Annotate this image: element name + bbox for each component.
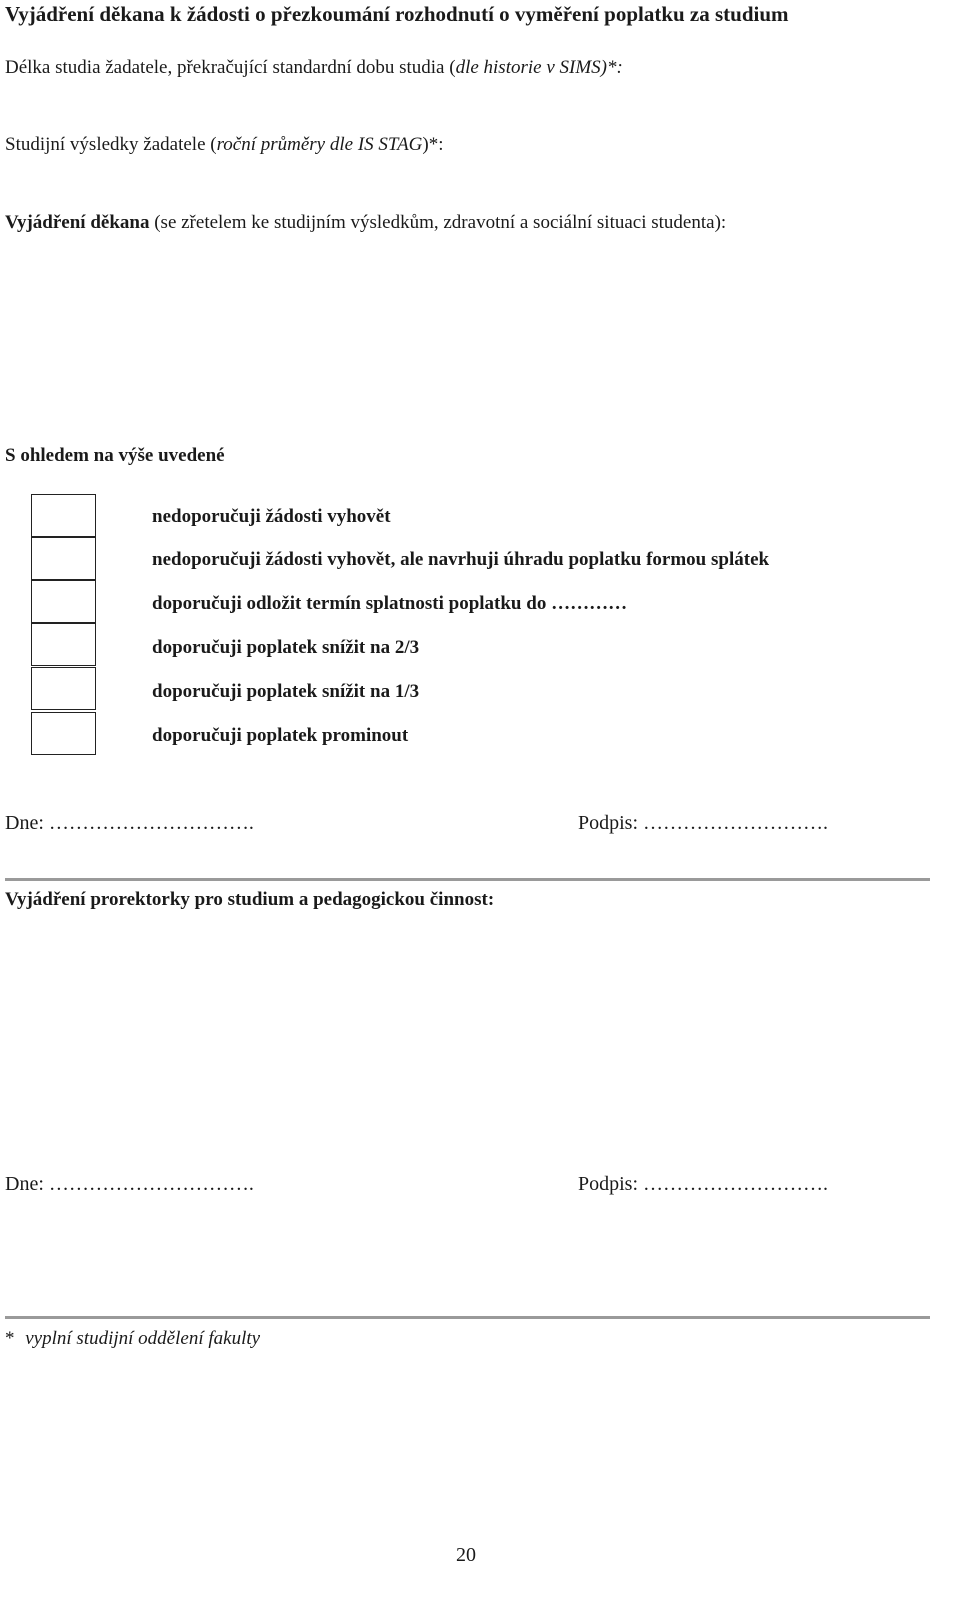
option-checkbox-1[interactable]: [31, 494, 96, 537]
dean-statement-field: [5, 210, 726, 236]
with-regard-heading: S ohledem na výše uvedené: [5, 445, 225, 466]
section-divider: [5, 878, 930, 881]
dean-statement-bold: Vyjádření děkana: [5, 212, 150, 233]
date-field-1[interactable]: Dne: ………………………….: [5, 812, 254, 834]
signature-field-1[interactable]: Podpis: ……………………….: [578, 812, 829, 834]
option-checkbox-6[interactable]: [31, 712, 96, 755]
dean-statement-text: (se zřetelem ke studijním výsledkům, zdravotní a sociální situaci studenta):: [149, 212, 727, 233]
study-results-field: [5, 132, 444, 158]
option-label-3: doporučuji odložit termín splatnosti poplatku do …………: [152, 593, 628, 614]
vice-rector-heading: Vyjádření prorektorky pro studium a pedagogickou činnost:: [5, 889, 495, 910]
footnote-text: vyplní studijní oddělení fakulty: [25, 1328, 261, 1349]
option-label-1: nedoporučuji žádosti vyhovět: [152, 506, 391, 527]
option-checkbox-3[interactable]: [31, 580, 96, 623]
study-results-suffix: )*:: [422, 134, 444, 155]
option-label-2: nedoporučuji žádosti vyhovět, ale navrhuji úhradu poplatku formou splátek: [152, 549, 770, 570]
footnote-marker: *: [5, 1328, 15, 1349]
footnote: [5, 1326, 260, 1352]
study-length-field: [5, 55, 623, 81]
date-field-2[interactable]: Dne: ………………………….: [5, 1173, 254, 1195]
footnote-divider: [5, 1316, 930, 1319]
option-checkbox-2[interactable]: [31, 537, 96, 580]
signature-field-2[interactable]: Podpis: ……………………….: [578, 1173, 829, 1195]
option-checkbox-4[interactable]: [31, 623, 96, 666]
study-results-italic: roční průměry dle IS STAG: [216, 134, 423, 155]
study-results-text: Studijní výsledky žadatele (: [5, 134, 217, 155]
option-label-4: doporučuji poplatek snížit na 2/3: [152, 637, 420, 658]
option-checkbox-5[interactable]: [31, 667, 96, 710]
study-length-text: Délka studia žadatele, překračující standardní dobu studia (: [5, 57, 456, 78]
page-title: Vyjádření děkana k žádosti o přezkoumání rozhodnutí o vyměření poplatku za studium: [5, 2, 789, 26]
option-label-6: doporučuji poplatek prominout: [152, 725, 409, 746]
option-label-5: doporučuji poplatek snížit na 1/3: [152, 681, 420, 702]
study-length-italic: dle historie v SIMS)*:: [455, 57, 623, 78]
page-number: 20: [456, 1544, 476, 1566]
